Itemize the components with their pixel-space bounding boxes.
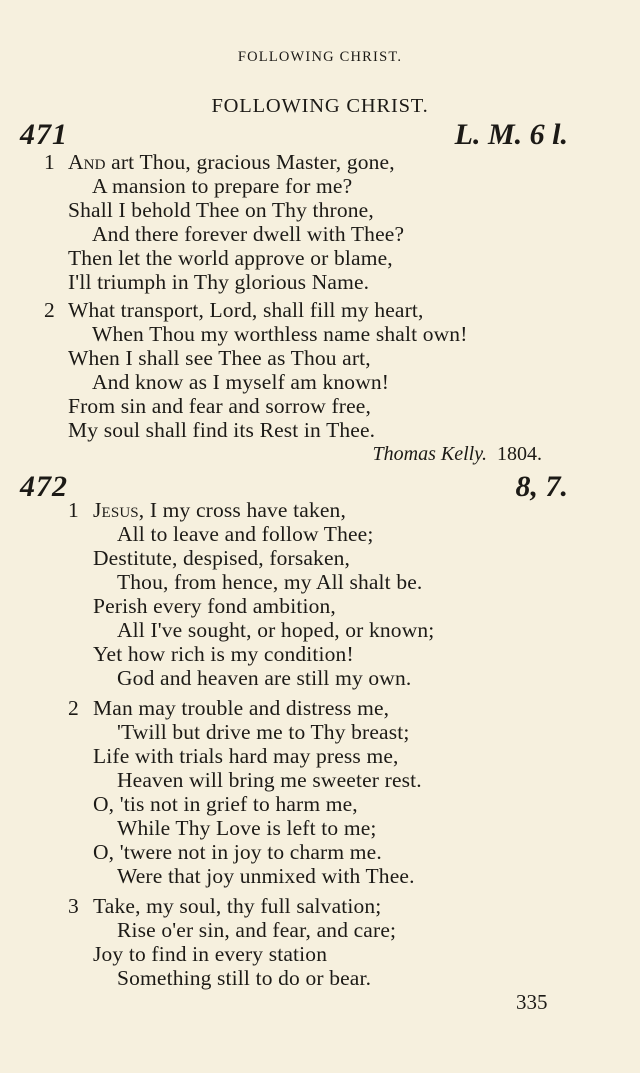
stanza-number: 1	[68, 498, 79, 522]
verse-line: Take, my soul, thy full salvation;	[93, 894, 382, 918]
author-name: Thomas Kelly.	[372, 443, 487, 465]
verse-line: Then let the world approve or blame,	[68, 246, 393, 270]
verse-line	[68, 150, 395, 175]
verse-line: While Thy Love is left to me;	[117, 816, 377, 840]
verse-line: 'Twill but drive me to Thy breast;	[117, 720, 410, 744]
author-year: 1804.	[497, 443, 542, 465]
hymn-number: 472	[20, 470, 68, 503]
page-number: 335	[516, 990, 548, 1014]
verse-line: When Thou my worthless name shalt own!	[92, 322, 468, 346]
stanza-number: 2	[68, 696, 79, 720]
verse-line: Rise o'er sin, and fear, and care;	[117, 918, 397, 942]
section-title: FOLLOWING CHRIST.	[211, 95, 429, 117]
hymn-number: 471	[20, 118, 68, 151]
verse-line: Destitute, despised, forsaken,	[93, 546, 351, 570]
verse-line: Shall I behold Thee on Thy throne,	[68, 198, 374, 222]
verse-first-word: Jesus	[93, 498, 139, 522]
verse-line: And there forever dwell with Thee?	[92, 222, 405, 246]
verse-line: A mansion to prepare for me?	[92, 174, 353, 198]
verse-line: God and heaven are still my own.	[117, 666, 412, 690]
verse-line: Thou, from hence, my All shalt be.	[117, 570, 423, 594]
verse-line: My soul shall find its Rest in Thee.	[68, 418, 376, 442]
verse-line-text: , I my cross have taken,	[138, 498, 346, 522]
verse-line: Something still to do or bear.	[117, 966, 372, 990]
verse-line: All to leave and follow Thee;	[117, 522, 374, 546]
verse-line-text: art Thou, gracious Master, gone,	[105, 150, 395, 174]
verse-line: And know as I myself am known!	[92, 370, 390, 394]
verse-line: All I've sought, or hoped, or known;	[117, 618, 435, 642]
hymn-meter: L. M. 6 l.	[454, 118, 568, 151]
attribution	[373, 443, 542, 466]
verse-line	[93, 498, 346, 523]
verse-line: Were that joy unmixed with Thee.	[117, 864, 415, 888]
stanza-number: 2	[44, 298, 55, 322]
verse-line: Heaven will bring me sweeter rest.	[117, 768, 422, 792]
running-head: FOLLOWING CHRIST.	[237, 49, 403, 65]
verse-line: From sin and fear and sorrow free,	[68, 394, 372, 418]
verse-line: I'll triumph in Thy glorious Name.	[68, 270, 370, 294]
verse-line: Perish every fond ambition,	[93, 594, 336, 618]
verse-line: O, 'twere not in joy to charm me.	[93, 840, 382, 864]
verse-line: Life with trials hard may press me,	[93, 744, 399, 768]
verse-line: Yet how rich is my condition!	[93, 642, 354, 666]
stanza-number: 1	[44, 150, 55, 174]
verse-line: O, 'tis not in grief to harm me,	[93, 792, 358, 816]
stanza-number: 3	[68, 894, 79, 918]
verse-line: When I shall see Thee as Thou art,	[68, 346, 371, 370]
verse-first-word: And	[68, 150, 106, 174]
verse-line: Joy to find in every station	[93, 942, 328, 966]
verse-line: What transport, Lord, shall fill my heart,	[68, 298, 424, 322]
verse-line: Man may trouble and distress me,	[93, 696, 390, 720]
hymn-meter: 8, 7.	[515, 470, 568, 503]
